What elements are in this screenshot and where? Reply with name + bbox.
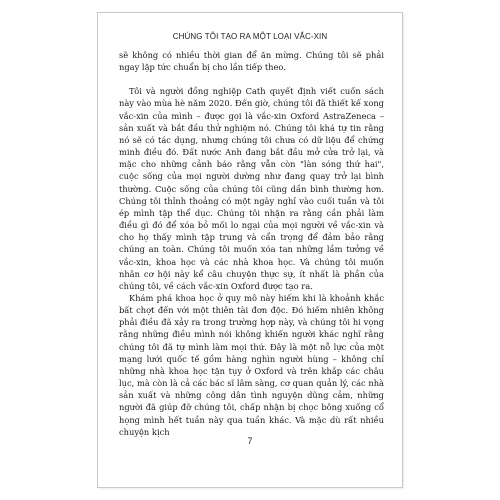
running-header: CHÚNG TÔI TẠO RA MỘT LOẠI VẮC-XIN bbox=[172, 32, 328, 41]
paragraph-3: Khám phá khoa học ở quy mô này hiếm khi là khoảnh khắc bất chợt đến với một thiên tài đơn độc. Đó hiếm nhiên không phải điều đã xảy ra trong trường hợp này, và chúng tôi hi vọng rằng những điều mình nói không khiến người khác nghĩ rằng chúng tôi đã tự mình làm mọi thứ. Đây là một nỗ lực của một mạng lưới quốc tế gồm hàng nghìn người hùng – không chỉ những nhà khoa học tận tụy ở Oxford và trên khắp các châu lục, mà còn là cả các bác sĩ lâm sàng, cơ quan quản lý, các nhà sản xuất và những công dân tình nguyện dũng cảm, những người đã giúp đỡ chúng tôi, chấp nhận bị chọc bông xuống cổ họng mình hết tuần này qua tuần khác. Và mặc dù rất nhiều chuyện kịch bbox=[119, 292, 384, 437]
paragraph-1: sẽ không có nhiều thời gian để ăn mừng. Chúng tôi sẽ phải ngay lập tức chuẩn bị cho lần tiếp theo. bbox=[119, 50, 384, 73]
page-number: 7 bbox=[247, 436, 253, 446]
body-text bbox=[119, 49, 384, 438]
paragraph-2: Tôi và người đồng nghiệp Cath quyết định viết cuốn sách này vào mùa hè năm 2020. Đến giờ, chúng tôi đã thiết kế xong vắc-xin của mình – được gọi là vắc-xin Oxford AstraZeneca – sản xuất và bắt đầu thử nghiệm nó. Chúng tôi khá tự tin rằng nó sẽ có tác dụng, nhưng chúng tôi chưa có dữ liệu để chứng minh điều đó. Đất nước Anh đang bắt đầu mở cửa trở lại, và mặc cho những cảnh báo rằng vẫn còn "làn sóng thứ hai", cuộc sống của mọi người dường như đang quay trở lại bình thường. Cuộc sống của chúng tôi cũng dần bình thường hơn. Chúng tôi thỉnh thoảng có một ngày nghỉ vào cuối tuần và tôi ép mình tập thể dục. Chúng tôi nhận ra rằng cần phải làm điều gì đó để xóa bỏ mối lo ngại của mọi người về vắc-xin và cho họ thấy mình tập trung và cẩn trọng để đảm bảo rằng chúng an toàn. Chúng tôi muốn xóa tan những lầm tưởng về vắc-xin, khoa học và các nhà khoa học. Và chúng tôi muốn nhân cơ hội này kể câu chuyện thực sự, ít nhất là phần của chúng tôi, về cách vắc-xin Oxford được tạo ra. bbox=[119, 86, 384, 291]
book-page bbox=[97, 12, 403, 488]
